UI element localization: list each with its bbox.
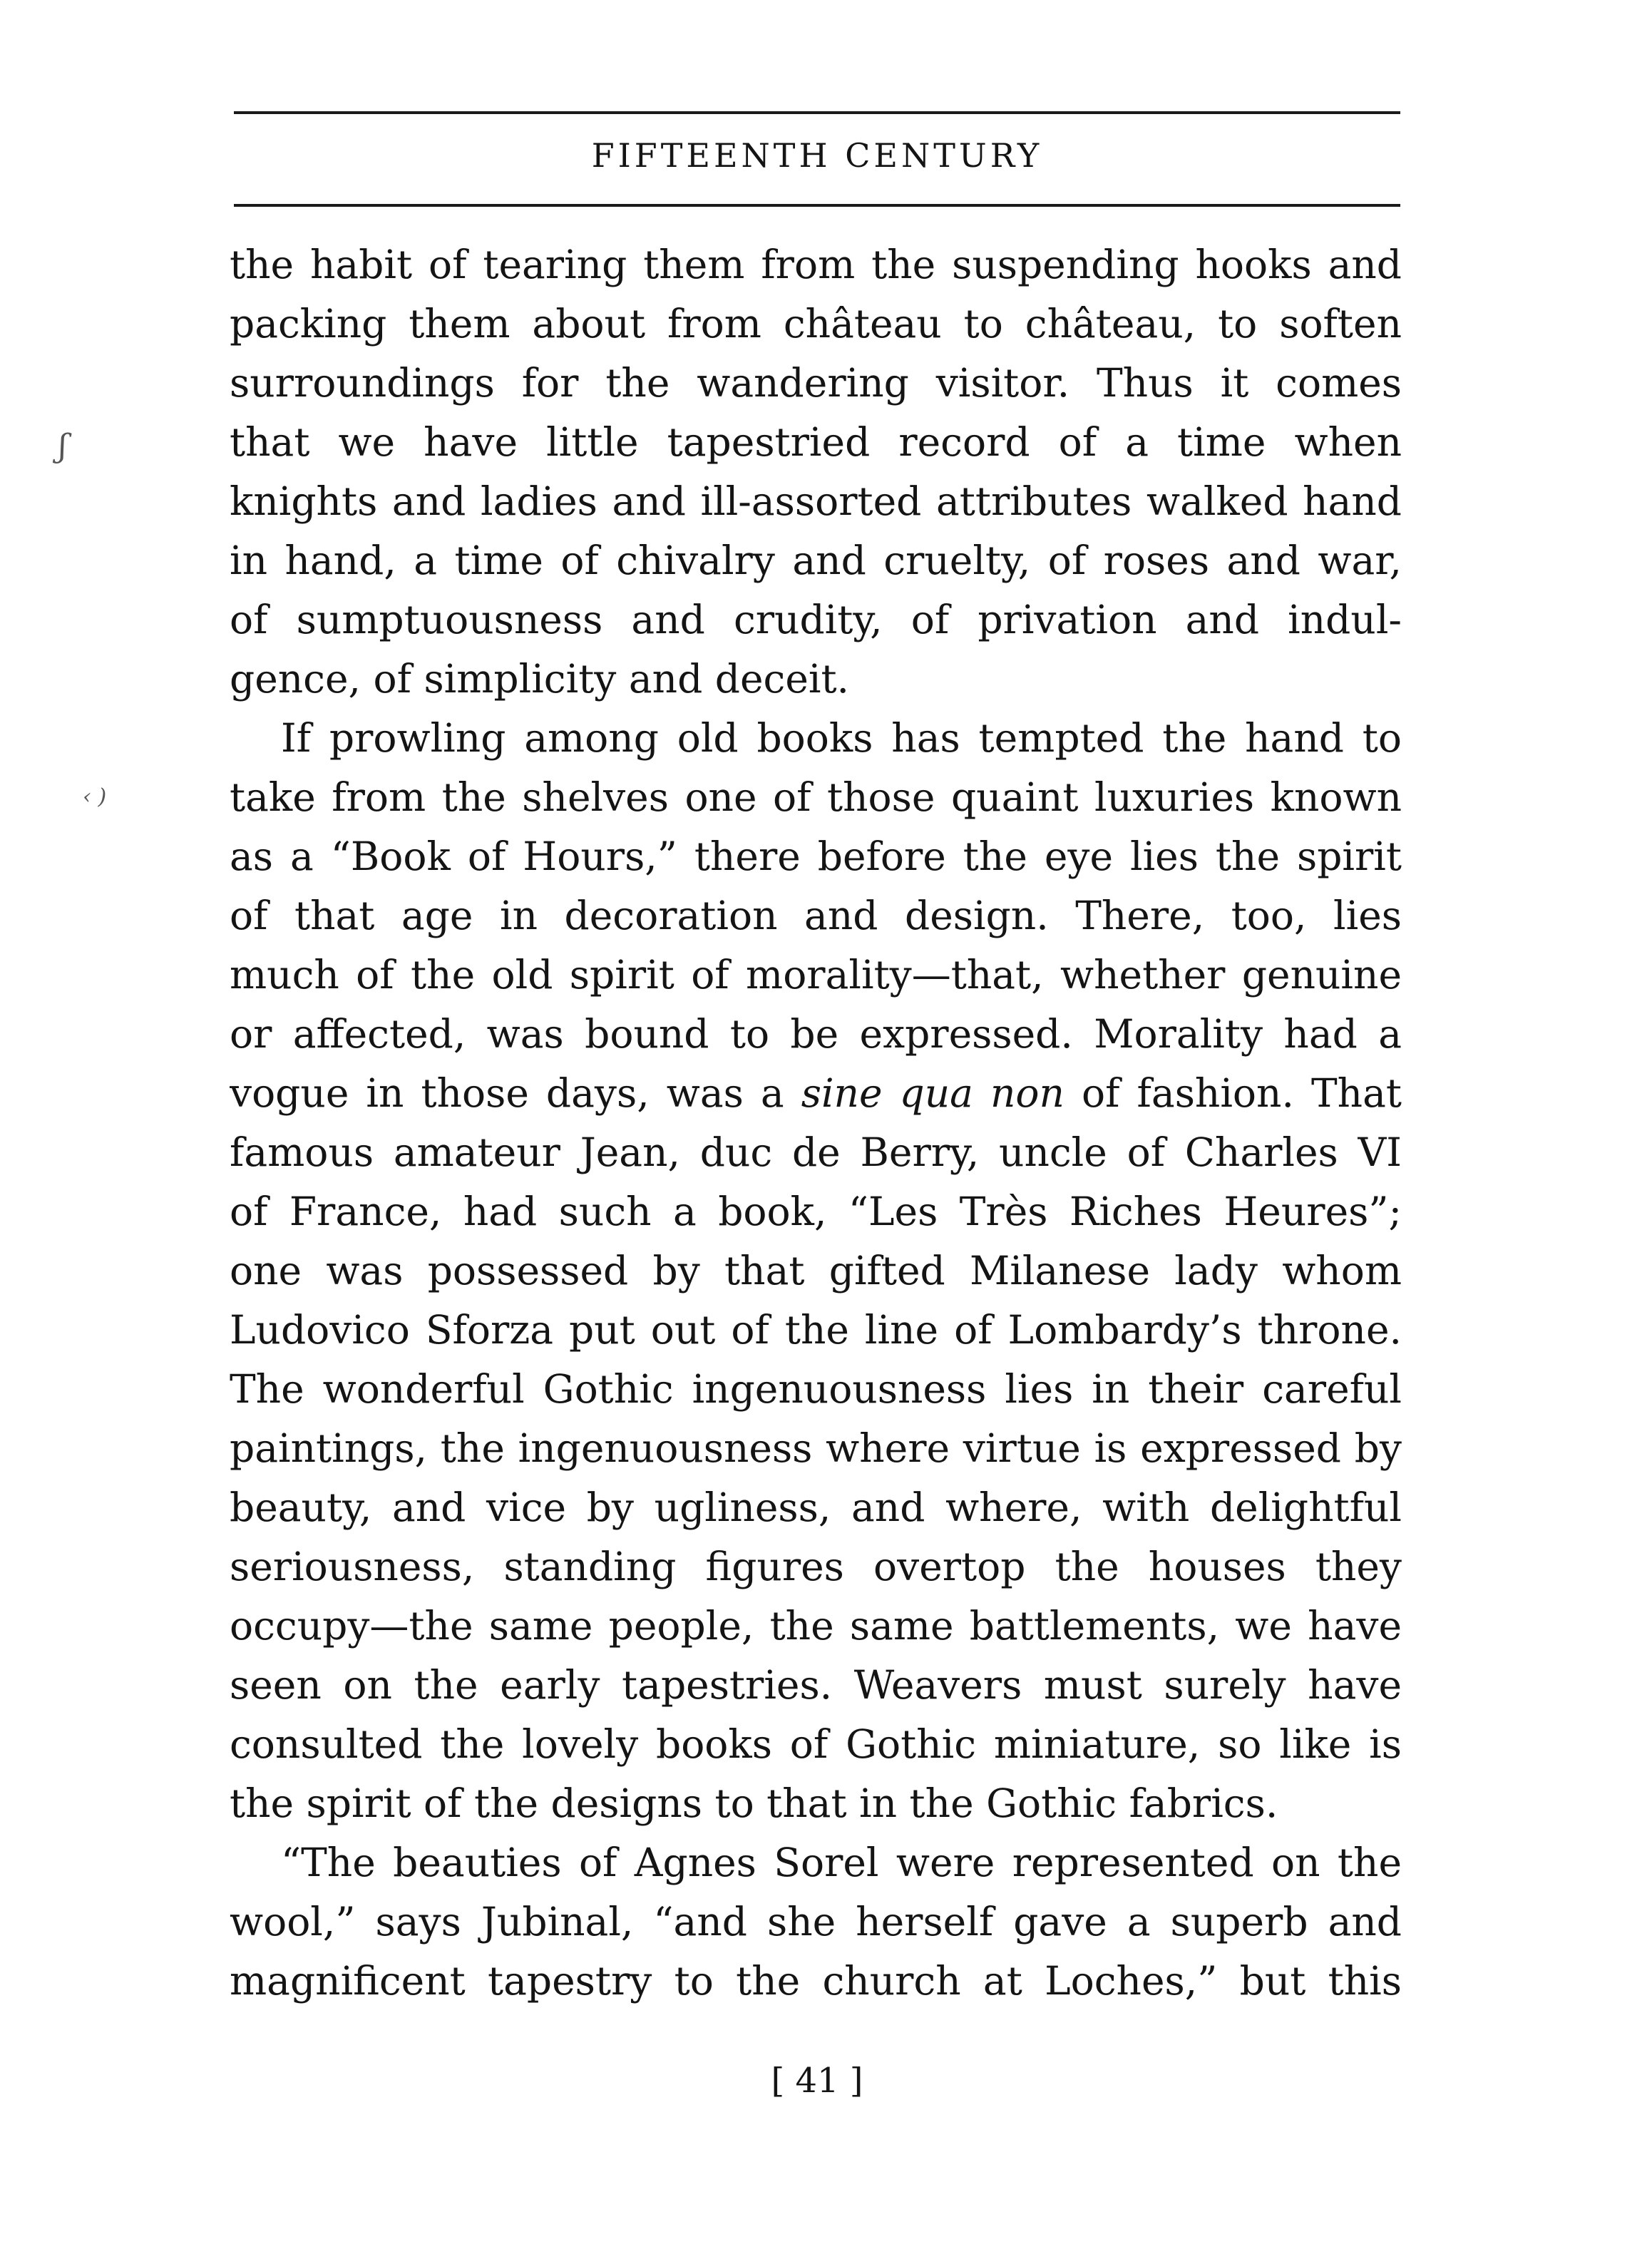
top-rule <box>234 111 1400 114</box>
text-line: famous amateur Jean, duc de Berry, uncle of Charles VI <box>230 1129 1402 1175</box>
margin-pencil-mark: ʃ <box>58 428 67 464</box>
text-line: gence, of simplicity and deceit. <box>230 656 850 702</box>
text-line: Ludovico Sforza put out of the line of Lombardy’s throne. <box>230 1307 1402 1353</box>
text-line: or affected, was bound to be expressed. Morality had a <box>230 1011 1402 1057</box>
text-line: in hand, a time of chivalry and cruelty, of roses and war, <box>230 538 1402 583</box>
text-line <box>230 1064 1402 1123</box>
text-run: vogue in those days, was a <box>230 1070 801 1116</box>
text-line: the habit of tearing them from the suspending hooks and <box>230 242 1402 287</box>
text-line: seriousness, standing figures overtop the houses they <box>230 1544 1402 1589</box>
text-line: The wonderful Gothic ingenuousness lies in their careful <box>230 1366 1402 1412</box>
page-number: [ 41 ] <box>771 2061 863 2101</box>
text-line: occupy—the same people, the same battlements, we have <box>230 1603 1402 1649</box>
text-line: that we have little tapestried record of a time when <box>230 419 1402 465</box>
text-line: beauty, and vice by ugliness, and where, with delightful <box>230 1485 1402 1530</box>
margin-pencil-mark: ‹ ) <box>83 784 107 809</box>
text-line: “The beauties of Agnes Sorel were represented on the <box>281 1840 1402 1885</box>
italic-phrase: sine qua non <box>801 1070 1064 1116</box>
text-run: of fashion. That <box>1064 1070 1402 1116</box>
text-line: take from the shelves one of those quaint luxuries known <box>230 774 1402 820</box>
text-line: consulted the lovely books of Gothic miniature, so like is <box>230 1721 1402 1767</box>
text-line: of that age in decoration and design. There, too, lies <box>230 893 1402 938</box>
text-line: seen on the early tapestries. Weavers must surely have <box>230 1662 1402 1708</box>
text-line: packing them about from château to château, to soften <box>230 301 1402 347</box>
text-line: surroundings for the wandering visitor. Thus it comes <box>230 360 1402 406</box>
header-rule <box>234 204 1400 207</box>
text-line: one was possessed by that gifted Milanese lady whom <box>230 1248 1402 1293</box>
text-line: If prowling among old books has tempted the hand to <box>281 715 1402 761</box>
text-line: of France, had such a book, “Les Très Riches Heures”; <box>230 1189 1402 1234</box>
text-line: wool,” says Jubinal, “and she herself gave a superb and <box>230 1899 1402 1945</box>
text-line: as a “Book of Hours,” there before the eye lies the spirit <box>230 834 1402 879</box>
running-head: FIFTEENTH CENTURY <box>591 136 1043 175</box>
text-line: paintings, the ingenuousness where virtue is expressed by <box>230 1425 1402 1471</box>
text-line: of sumptuousness and crudity, of privation and indul- <box>230 597 1402 642</box>
text-line: magnificent tapestry to the church at Loches,” but this <box>230 1958 1402 2004</box>
text-line: the spirit of the designs to that in the Gothic fabrics. <box>230 1781 1278 1826</box>
body-text <box>230 235 1402 2011</box>
text-line: much of the old spirit of morality—that, whether genuine <box>230 952 1402 998</box>
text-line: knights and ladies and ill-assorted attributes walked hand <box>230 478 1402 524</box>
